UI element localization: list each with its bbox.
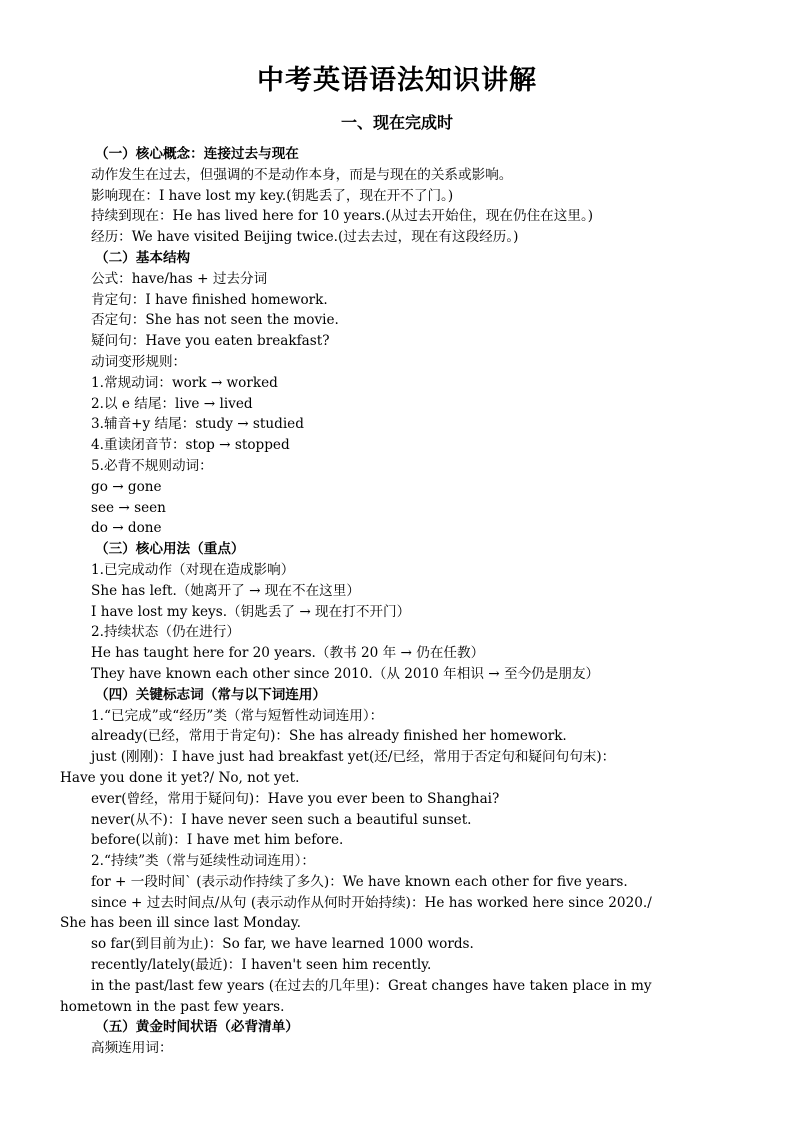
- text-line: see → seen: [91, 499, 166, 516]
- text-line: He has taught here for 20 years.（教书 20 年 → 仍在任教）: [91, 645, 485, 662]
- document-body: [60, 144, 740, 1059]
- text-line: 4.重读闭音节：stop → stopped: [91, 437, 290, 454]
- subsection-heading: （四）关键标志词（常与以下词连用）: [95, 686, 327, 703]
- text-line: 1.“已完成”或“经历”类（常与短暂性动词连用）：: [91, 707, 384, 724]
- page-title: 中考英语语法知识讲解: [257, 65, 537, 96]
- text-line: 影响现在：I have lost my key.(钥匙丢了，现在开不了门。): [91, 187, 454, 204]
- text-line: 3.辅音+y 结尾：study → studied: [91, 416, 304, 433]
- text-line: recently/lately(最近)：I haven't seen him recently.: [91, 957, 432, 974]
- text-line: She has been ill since last Monday.: [60, 915, 301, 932]
- text-line: I have lost my keys.（钥匙丢了 → 现在打不开门）: [91, 603, 411, 620]
- text-line: 2.持续状态（仍在进行）: [91, 624, 240, 641]
- text-line: so far(到目前为止)：So far, we have learned 1000 words.: [91, 936, 474, 953]
- text-line: since + 过去时间点/从句 (表示动作从何时开始持续)：He has worked here since 2020./: [91, 894, 652, 911]
- text-line: hometown in the past few years.: [60, 998, 285, 1015]
- text-line: They have known each other since 2010.（从 2010 年相识 → 至今仍是朋友）: [91, 665, 600, 682]
- text-line: 动词变形规则：: [91, 353, 187, 370]
- subsection-heading: （三）核心用法（重点）: [95, 541, 245, 558]
- text-line: 疑问句：Have you eaten breakfast?: [91, 333, 330, 350]
- text-line: already(已经，常用于肯定句)：She has already finished her homework.: [91, 728, 567, 745]
- section-title: 一、现在完成时: [340, 113, 453, 132]
- text-line: never(从不)：I have never seen such a beautiful sunset.: [91, 811, 472, 828]
- text-line: just (刚刚)：I have just had breakfast yet(还/已经，常用于否定句和疑问句句末)：: [91, 749, 616, 766]
- subsection-heading: （二）基本结构: [95, 249, 191, 266]
- text-line: go → gone: [91, 478, 162, 495]
- text-line: for + 一段时间` (表示动作持续了多久)：We have known each other for five years.: [91, 873, 628, 890]
- text-line: 2.“持续”类（常与延续性动词连用）：: [91, 853, 315, 870]
- text-line: 5.必背不规则动词：: [91, 457, 213, 474]
- text-line: 1.已完成动作（对现在造成影响）: [91, 561, 295, 578]
- text-line: in the past/last few years (在过去的几年里)：Great changes have taken place in my: [91, 977, 652, 994]
- text-line: 1.常规动词：work → worked: [91, 374, 278, 391]
- text-line: 持续到现在：He has lived here for 10 years.(从过去开始住，现在仍住在这里。): [91, 208, 594, 225]
- text-line: 公式：have/has + 过去分词: [91, 270, 268, 287]
- subsection-heading: （一）核心概念：连接过去与现在: [95, 146, 299, 162]
- text-line: 经历：We have visited Beijing twice.(过去去过，现在有这段经历。): [91, 229, 519, 246]
- text-line: She has left.（她离开了 → 现在不在这里）: [91, 582, 360, 599]
- text-line: 否定句：She has not seen the movie.: [91, 312, 339, 329]
- text-line: 动作发生在过去，但强调的不是动作本身，而是与现在的关系或影响。: [91, 166, 513, 183]
- text-line: do → done: [91, 520, 162, 537]
- text-line: before(以前)：I have met him before.: [91, 832, 344, 849]
- text-line: 2.以 e 结尾：live → lived: [91, 395, 253, 412]
- text-line: Have you done it yet?/ No, not yet.: [60, 769, 300, 786]
- text-line: 肯定句：I have finished homework.: [91, 291, 328, 308]
- text-line: 高频连用词：: [91, 1040, 173, 1057]
- text-line: ever(曾经，常用于疑问句)：Have you ever been to Shanghai?: [91, 790, 500, 807]
- subsection-heading: （五）黄金时间状语（必背清单）: [95, 1019, 299, 1036]
